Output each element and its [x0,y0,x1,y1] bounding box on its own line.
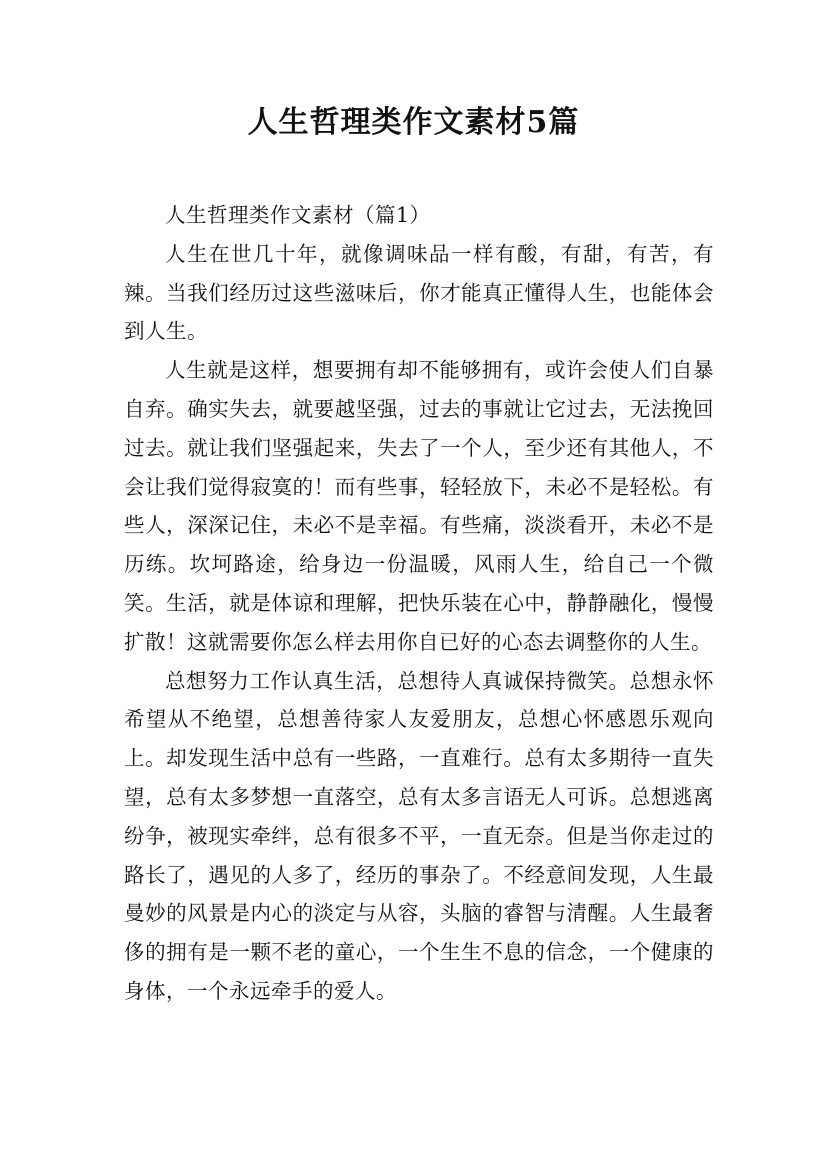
section-heading: 人生哲理类作文素材（篇1） [165,203,431,227]
document-body [124,196,714,1011]
paragraph-2: 人生就是这样，想要拥有却不能够拥有，或许会使人们自暴自弃。确实失去，就要越坚强，过去的事就让它过去，无法挽回过去。就让我们坚强起来，失去了一个人，至少还有其他人，不会让我们觉得寂寞的！而有些事，轻轻放下，未必不是轻松。有些人，深深记住，未必不是幸福。有些痛，淡淡看开，未必不是历练。坎坷路途，给身边一份温暖，风雨人生，给自己一个微笑。生活，就是体谅和理解，把快乐装在心中，静静融化，慢慢扩散！这就需要你怎么样去用你自已好的心态去调整你的人生。 [124,358,714,654]
document-title: 人生哲理类作文素材5篇 [247,105,580,140]
paragraph-3: 总想努力工作认真生活，总想待人真诚保持微笑。总想永怀希望从不绝望，总想善待家人友爱朋友，总想心怀感恩乐观向上。却发现生活中总有一些路，一直难行。总有太多期待一直失望，总有太多梦想一直落空，总有太多言语无人可诉。总想逃离纷争，被现实牵绊，总有很多不平，一直无奈。但是当你走过的路长了，遇见的人多了，经历的事杂了。不经意间发现，人生最曼妙的风景是内心的淡定与从容，头脑的睿智与清醒。人生最奢侈的拥有是一颗不老的童心，一个生生不息的信念，一个健康的身体，一个永远牵手的爱人。 [124,668,714,1003]
paragraph-1: 人生在世几十年，就像调味品一样有酸，有甜，有苦，有辣。当我们经历过这些滋味后，你才能真正懂得人生，也能体会到人生。 [124,241,714,344]
